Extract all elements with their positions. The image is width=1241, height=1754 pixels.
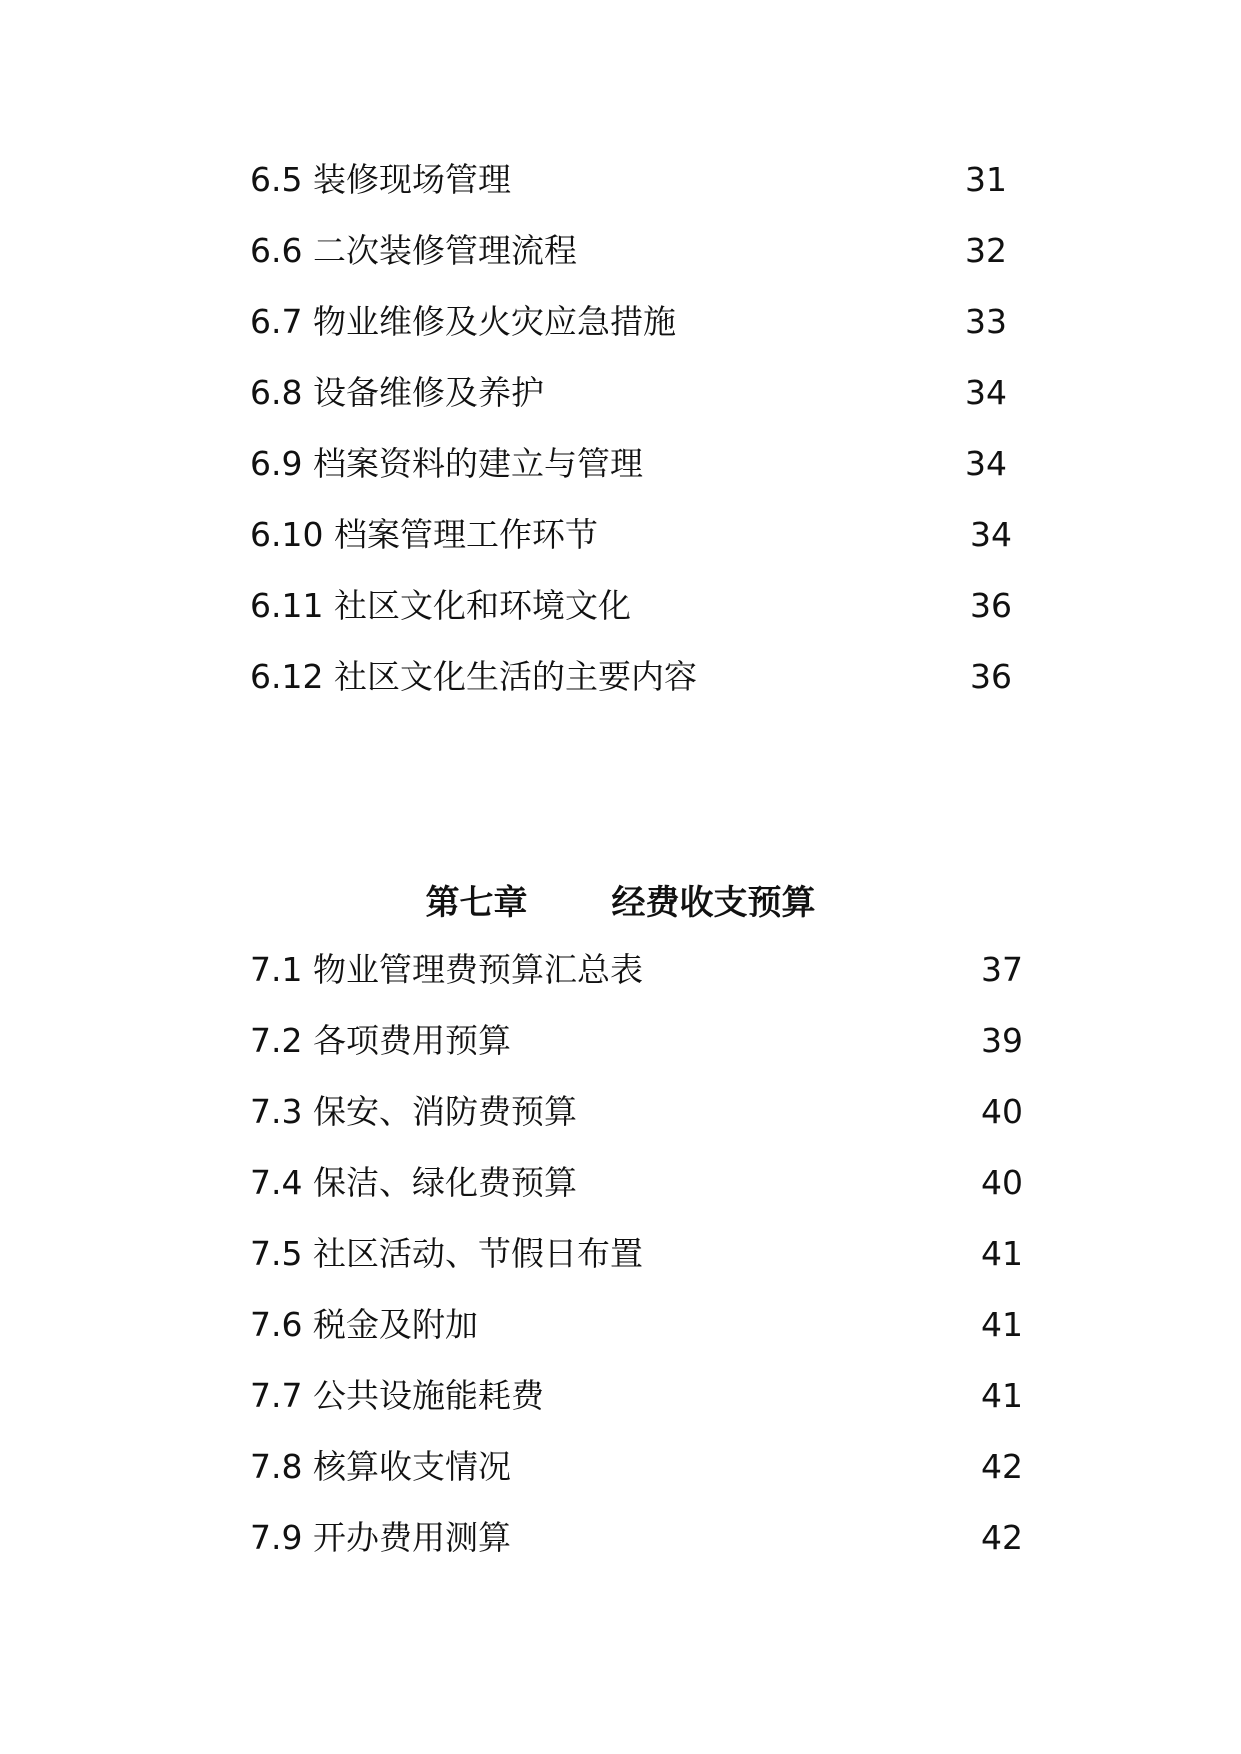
toc-entry-7-1: 7.1 物业管理费预算汇总表 bbox=[250, 950, 643, 989]
toc-page-number: 41 bbox=[981, 1376, 1023, 1415]
toc-page-number: 32 bbox=[965, 231, 1007, 270]
toc-page-number: 39 bbox=[981, 1021, 1023, 1060]
toc-entry-6-7: 6.7 物业维修及火灾应急措施 bbox=[250, 302, 676, 341]
toc-entry-6-10: 6.10 档案管理工作环节 bbox=[250, 515, 598, 554]
toc-page-number: 40 bbox=[981, 1092, 1023, 1131]
toc-entry-7-7: 7.7 公共设施能耗费 bbox=[250, 1376, 544, 1415]
toc-entry-6-8: 6.8 设备维修及养护 bbox=[250, 373, 544, 412]
toc-entry-7-8: 7.8 核算收支情况 bbox=[250, 1447, 511, 1486]
chapter-heading bbox=[0, 878, 1241, 928]
toc-page-number: 34 bbox=[965, 373, 1007, 412]
chapter-number: 第七章 bbox=[425, 883, 528, 923]
toc-entry-6-12: 6.12 社区文化生活的主要内容 bbox=[250, 657, 697, 696]
toc-entry-7-4: 7.4 保洁、绿化费预算 bbox=[250, 1163, 577, 1202]
toc-page-number: 34 bbox=[970, 515, 1012, 554]
chapter-title: 经费收支预算 bbox=[611, 883, 816, 923]
toc-page-number: 34 bbox=[965, 444, 1007, 483]
toc-page-number: 42 bbox=[981, 1447, 1023, 1486]
toc-page-number: 33 bbox=[965, 302, 1007, 341]
toc-entry-7-6: 7.6 税金及附加 bbox=[250, 1305, 478, 1344]
toc-entry-7-5: 7.5 社区活动、节假日布置 bbox=[250, 1234, 643, 1273]
toc-entry-6-5: 6.5 装修现场管理 bbox=[250, 160, 511, 199]
toc-entry-6-9: 6.9 档案资料的建立与管理 bbox=[250, 444, 643, 483]
toc-page-number: 41 bbox=[981, 1234, 1023, 1273]
toc-page-number: 37 bbox=[981, 950, 1023, 989]
toc-page-number: 31 bbox=[965, 160, 1007, 199]
toc-page-number: 36 bbox=[970, 657, 1012, 696]
toc-page-number: 40 bbox=[981, 1163, 1023, 1202]
toc-page-number: 41 bbox=[981, 1305, 1023, 1344]
toc-entry-7-2: 7.2 各项费用预算 bbox=[250, 1021, 511, 1060]
toc-entry-7-9: 7.9 开办费用测算 bbox=[250, 1518, 511, 1557]
toc-entry-6-11: 6.11 社区文化和环境文化 bbox=[250, 586, 631, 625]
toc-entry-6-6: 6.6 二次装修管理流程 bbox=[250, 231, 577, 270]
toc-page-number: 36 bbox=[970, 586, 1012, 625]
toc-entry-7-3: 7.3 保安、消防费预算 bbox=[250, 1092, 577, 1131]
toc-page-number: 42 bbox=[981, 1518, 1023, 1557]
